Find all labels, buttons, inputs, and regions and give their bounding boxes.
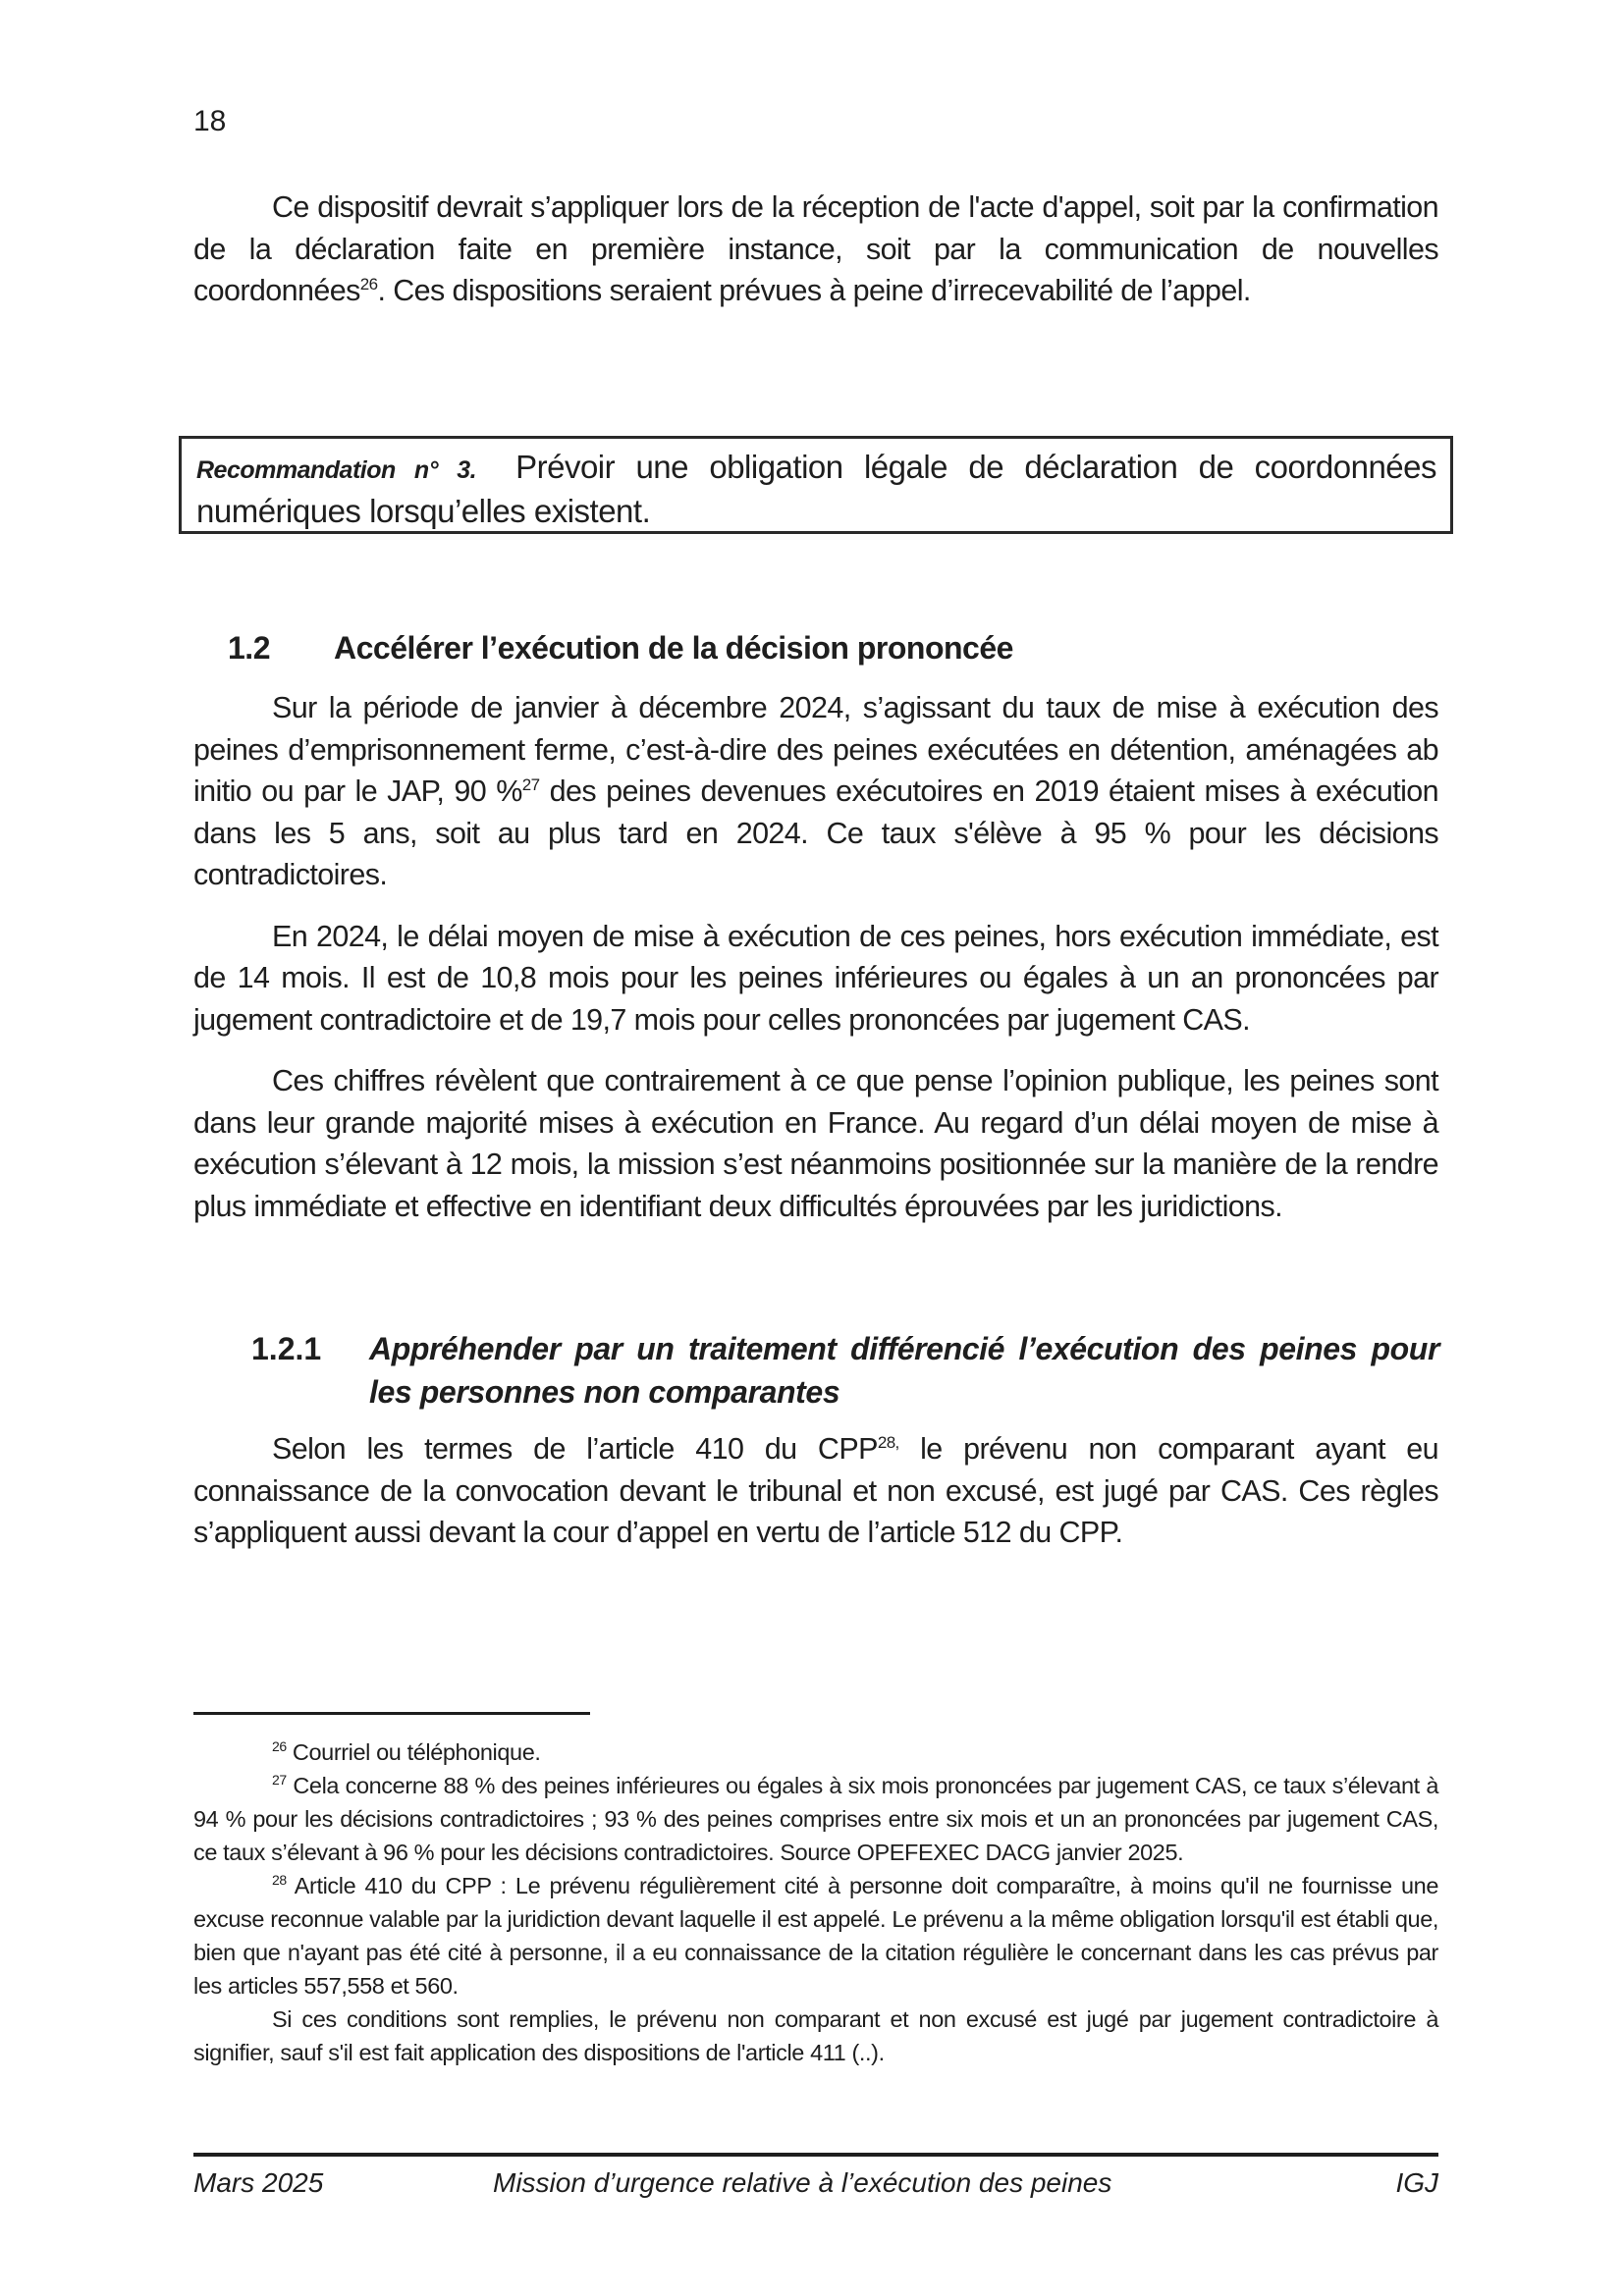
- intro-text: Ce dispositif devrait s’appliquer lors de la réception de l'acte d'appel, soit par la confirmation de la déclaration faite en première instance, soit par la communication de nouvelles coordonnées: [193, 190, 1438, 307]
- footnote-marker: 28: [272, 1872, 287, 1889]
- section-heading-1-2-1: [251, 1327, 1439, 1414]
- footnote-text: Article 410 du CPP : Le prévenu régulièrement cité à personne doit comparaître, à moins qu'il ne fournisse une excuse reconnue valable par la juridiction devant laquelle il est appelé. Le prévenu a la même obligation lorsqu'il est établi que, bien que n'ayant pas été cité à personne, il a eu connaissance de la citation régulière le concernant dans les cas prévus par les articles 557,558 et 560.: [193, 1873, 1438, 1999]
- footnote-ref-28[interactable]: 28,: [877, 1432, 899, 1452]
- footer-org: IGJ: [1395, 2167, 1438, 2198]
- page-number: 18: [193, 105, 227, 137]
- intro-text-end: . Ces dispositions seraient prévues à peine d’irrecevabilité de l’appel.: [377, 274, 1251, 307]
- footnotes: [193, 1735, 1438, 2069]
- footer-date: Mars 2025: [193, 2167, 324, 2198]
- footnote-28: [193, 1869, 1438, 2002]
- section-heading-1-2: [228, 628, 1013, 667]
- paragraph-text-end: des peines devenues exécutoires en 2019 étaient mises à exécution dans les 5 ans, soit au plus tard en 2024. Ce taux s'élève à 95 % pour les décisions contradictoires.: [193, 774, 1438, 891]
- recommendation-text: Prévoir une obligation légale de déclaration de coordonnées numériques lorsqu’elles existent.: [196, 449, 1436, 529]
- paragraph: En 2024, le délai moyen de mise à exécution de ces peines, hors exécution immédiate, est de 14 mois. Il est de 10,8 mois pour les peines inférieures ou égales à un an prononcées par jugement contradictoire et de 19,7 mois pour celles prononcées par jugement CAS.: [193, 919, 1438, 1037]
- section-1-2-1-body: [193, 1428, 1438, 1554]
- footer-separator: [193, 2153, 1438, 2157]
- page-footer: [193, 2165, 1438, 2201]
- paragraph: Ces chiffres révèlent que contrairement à ce que pense l’opinion publique, les peines sont dans leur grande majorité mises à exécution en France. Au regard d’un délai moyen de mise à exécution s’élevant à 12 mois, la mission s’est néanmoins positionnée sur la manière de la rendre plus immédiate et effective en identifiant deux difficultés éprouvées par les juridictions.: [193, 1064, 1438, 1223]
- footnote-28-continued: [193, 2002, 1438, 2069]
- footnote-separator: [193, 1712, 590, 1715]
- section-1-2-body: [193, 687, 1438, 1227]
- intro-paragraph: [193, 187, 1438, 312]
- footnote-marker: 27: [272, 1772, 287, 1789]
- footnote-marker: 26: [272, 1738, 287, 1755]
- intro-section: [193, 187, 1438, 312]
- footnote-text: Si ces conditions sont remplies, le prévenu non comparant et non excusé est jugé par jugement contradictoire à signifier, sauf s'il est fait application des dispositions de l'article 411 (..).: [193, 2006, 1438, 2065]
- footnote-ref-26[interactable]: 26: [359, 274, 378, 294]
- subsection-title: Appréhender par un traitement différencié l’exécution des peines pour les personnes non comparantes: [369, 1331, 1439, 1410]
- footnote-ref-27[interactable]: 27: [521, 774, 540, 794]
- recommendation-content: [196, 447, 1436, 532]
- section-title: Accélérer l’exécution de la décision prononcée: [334, 630, 1013, 666]
- footnote-text: Cela concerne 88 % des peines inférieures ou égales à six mois prononcées par jugement CAS, ce taux s’élevant à 94 % pour les décisions contradictoires ; 93 % des peines comprises entre six mois et un an prononcées par jugement CAS, ce taux s’élevant à 96 % pour les décisions contradictoires. Source OPEFEXEC DACG janvier 2025.: [193, 1773, 1438, 1865]
- footer-title: Mission d’urgence relative à l’exécution des peines: [493, 2167, 1112, 2198]
- paragraph: [193, 1428, 1438, 1554]
- paragraph: [193, 687, 1438, 896]
- section-number: 1.2: [228, 630, 270, 666]
- footnote-text: Courriel ou téléphonique.: [286, 1739, 541, 1765]
- paragraph-text: Selon les termes de l’article 410 du CPP: [272, 1432, 878, 1466]
- paragraph-text: Sur la période de janvier à décembre 2024, s’agissant du taux de mise à exécution des peines d’emprisonnement ferme, c’est-à-dire des peines exécutées en détention, aménagées ab initio ou par le JAP, 90 %: [193, 691, 1438, 808]
- footnote-26: [193, 1735, 1438, 1769]
- recommendation-box: [179, 436, 1453, 534]
- subsection-number: 1.2.1: [251, 1331, 322, 1366]
- recommendation-label: Recommandation n° 3.: [196, 456, 477, 484]
- footnote-27: [193, 1769, 1438, 1869]
- paragraph-text-end: le prévenu non comparant ayant eu connaissance de la convocation devant le tribunal et non excusé, est jugé par CAS. Ces règles s’appliquent aussi devant la cour d’appel en vertu de l’article 512 du CPP.: [193, 1432, 1438, 1549]
